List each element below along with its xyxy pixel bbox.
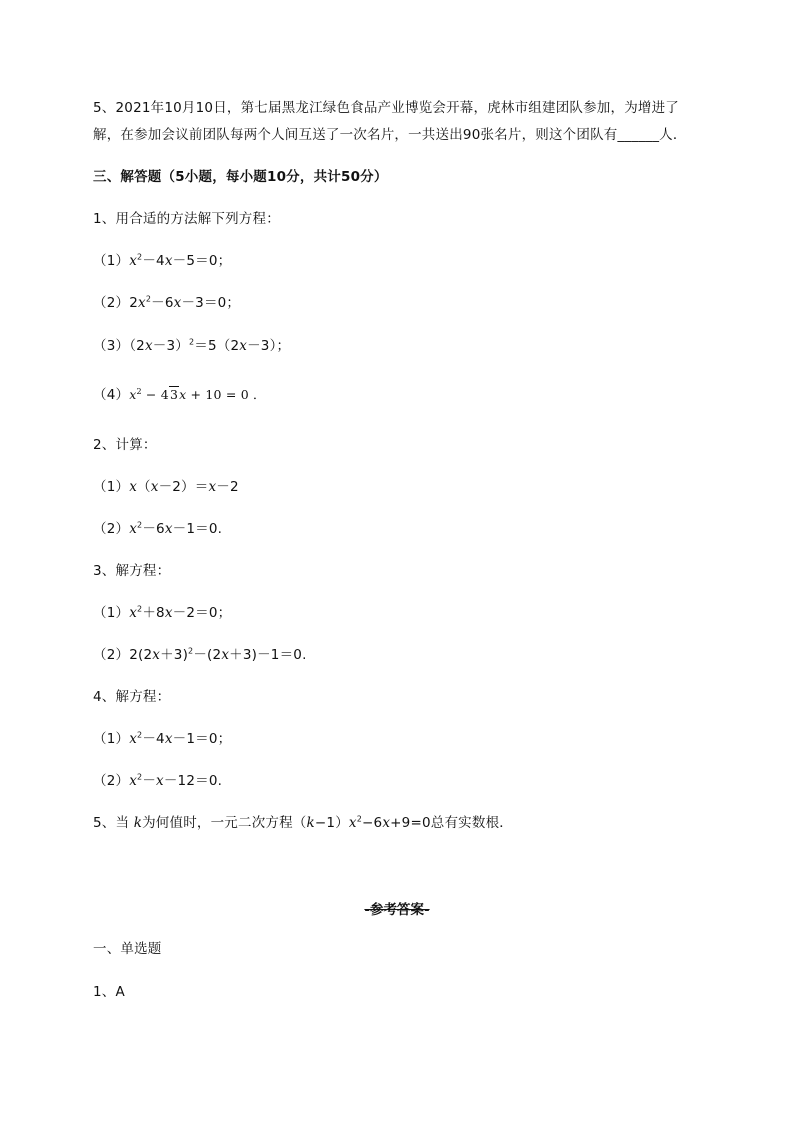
problem5: 5、当 k为何值时，一元二次方程$(k-1)x^2-6x+9=0$总有实数根． [93,814,513,831]
answers-title: -参考答案- [364,902,430,918]
problem1-title: 1、用合适的方法解下列方程： [93,211,280,227]
equation: $x^2-x-12=0$. [129,772,223,789]
answer-1: 1、A [93,984,125,1000]
equation: $x^2-4x-1=0$； [129,730,232,747]
problem3-item2 [93,645,307,665]
item-label: （1） [93,253,130,269]
problem2-item2 [93,519,222,539]
item-label: （1） [93,605,130,621]
equation: $(2x-3)^2=5(2x-3)$； [129,337,291,354]
problem2-item1 [93,477,239,497]
problem1-item1 [93,251,231,271]
problem1-item3 [93,336,290,356]
q5-fill-line2: 解，在参加会议前团队每两个人间互送了一次名片，一共送出90张名片，则这个团队有______人． [93,127,687,143]
problem4-item2 [93,771,222,791]
q5-fill-line1: 5、2021年10月10日，第七届黑龙江绿色食品产业博览会开幕，虎林市组建团队参加，为增进了 [93,100,680,116]
item-label: （2） [93,647,130,663]
problem1-item2 [93,293,240,313]
item-label: （2） [93,521,130,537]
section3-title: 三、解答题（5小题，每小题10分，共计50分） [93,169,388,185]
equation: $x^2 - 43x + 10 = 0$ ． [129,386,266,402]
item-label: （1） [93,731,130,747]
item-label: （2） [93,773,130,789]
item-label: （4） [93,387,130,403]
equation: $x^2+8x-2=0$； [129,604,232,621]
equation: $x^2-4x-5=0$； [129,252,232,269]
equation: $2(2x+3)^2-(2x+3)-1=0$. [129,646,307,663]
problem4-title: 4、解方程： [93,689,171,705]
item-label: （2） [93,295,130,311]
problem4-item1 [93,729,231,749]
item-label: （1） [93,479,130,495]
equation: x（x－2）＝x－2 [129,479,239,495]
answers-section1: 一、单选题 [93,941,162,957]
item-label: （3） [93,338,130,354]
equation: $x^2-6x-1=0$. [129,520,223,537]
problem3-title: 3、解方程： [93,563,171,579]
problem2-title: 2、计算： [93,437,157,453]
problem3-item1 [93,603,231,623]
problem1-item4 [93,385,266,405]
equation: $2x^2-6x-3=0$； [129,294,241,311]
